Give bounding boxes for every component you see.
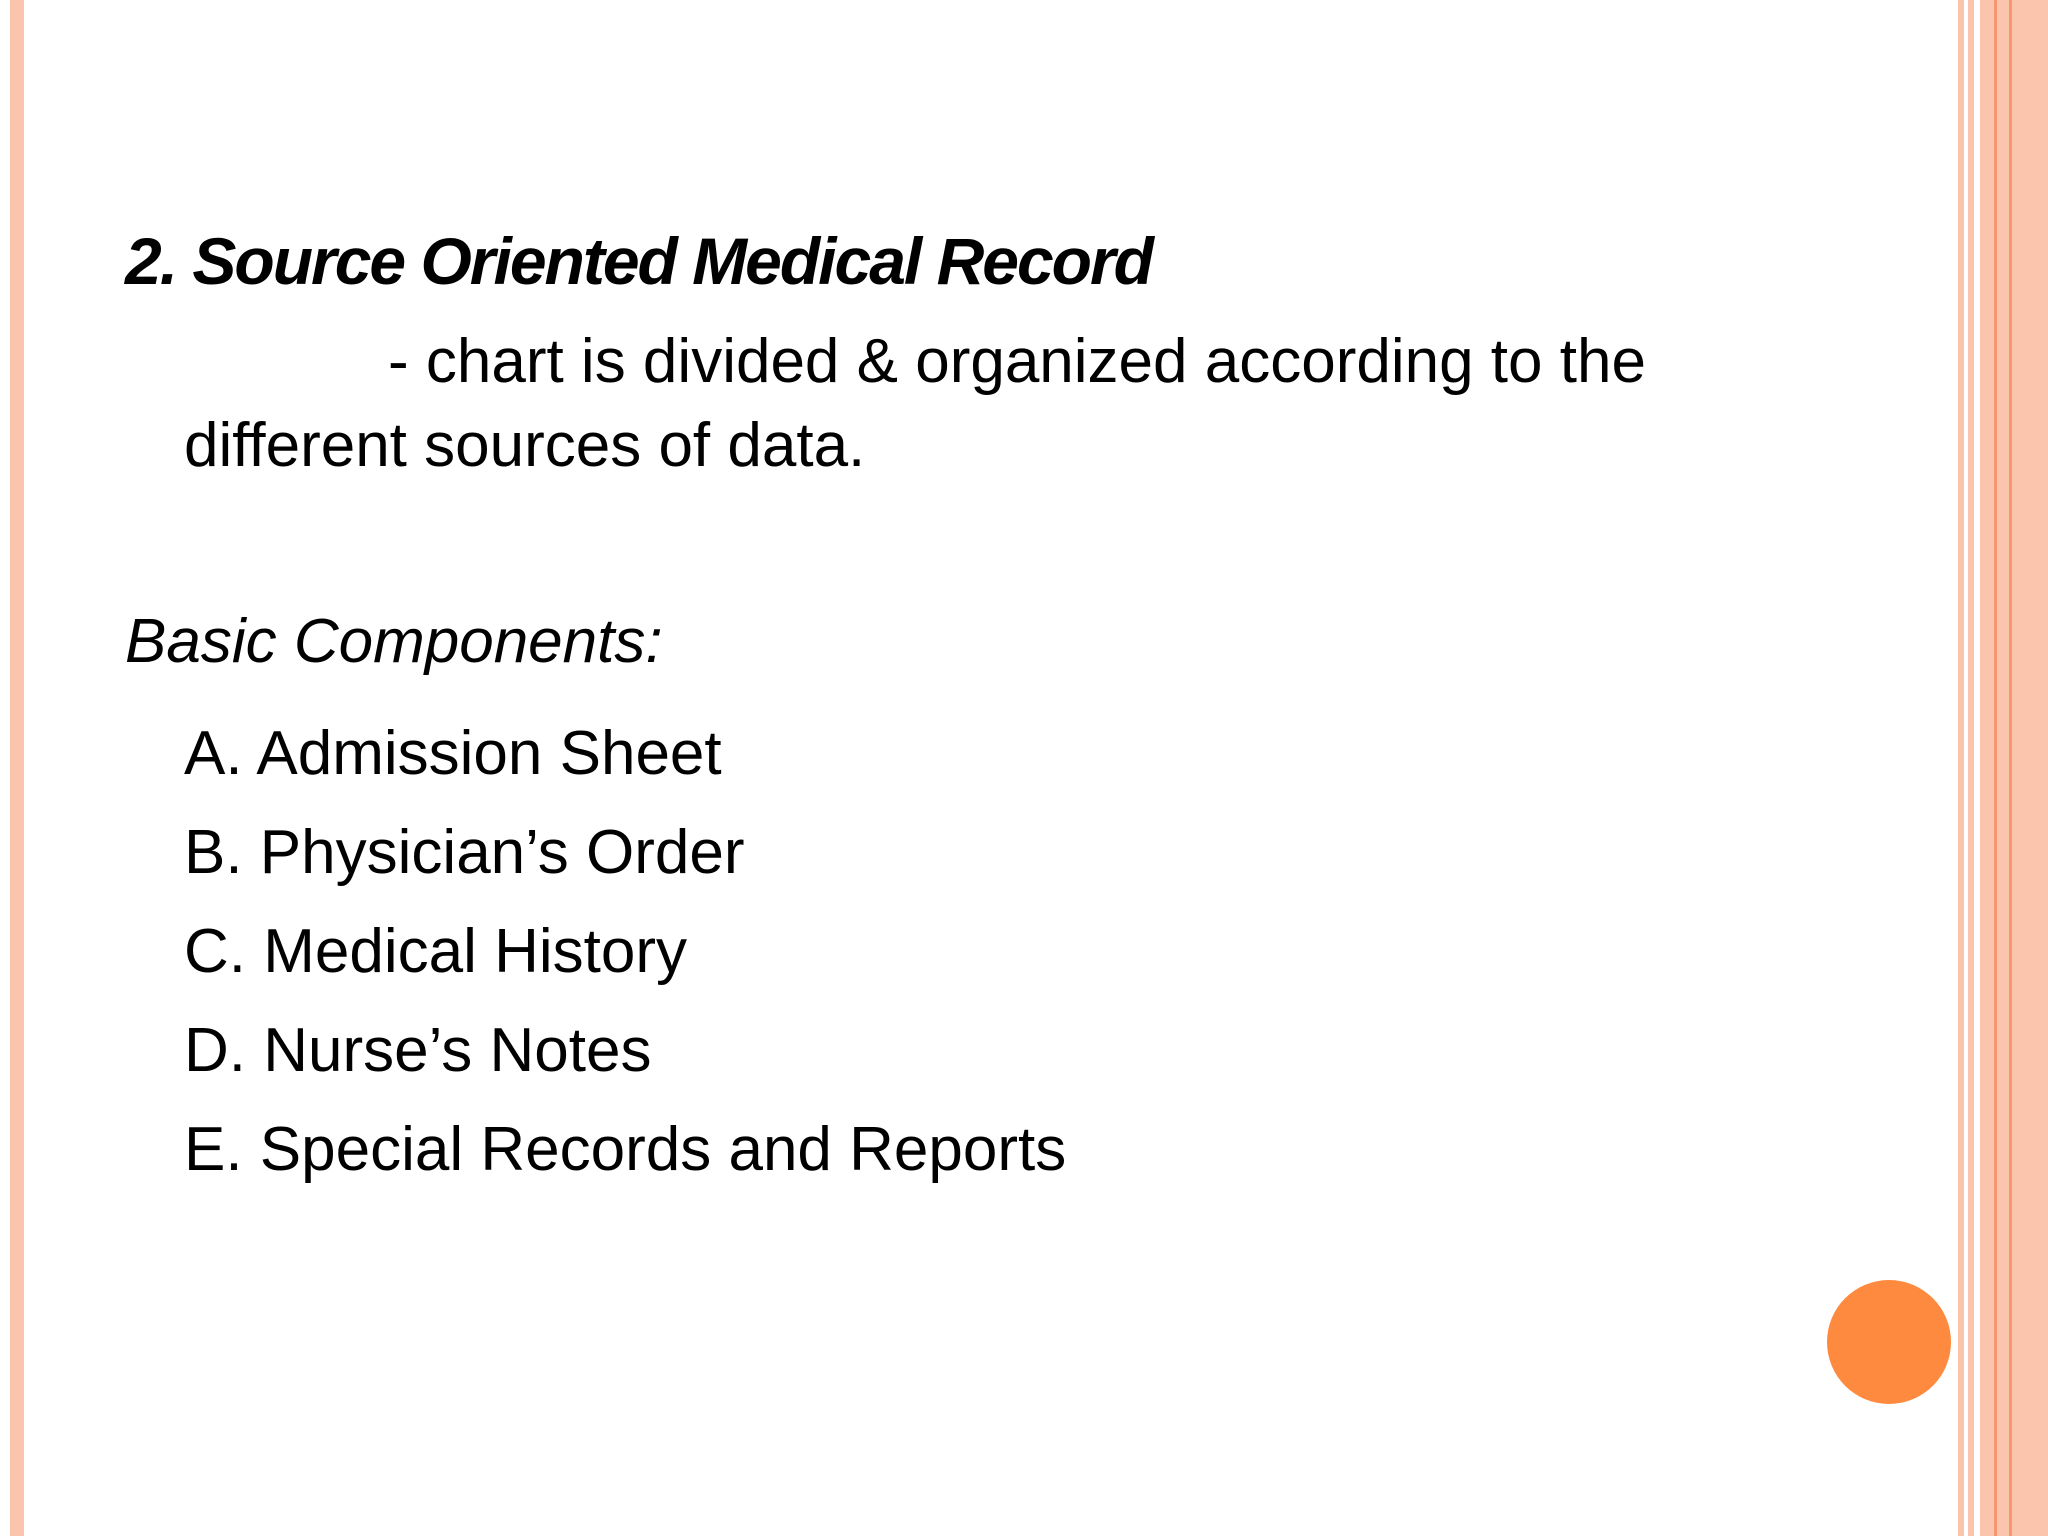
right-border-stripe [1997,0,2009,1536]
description-line-2: different sources of data. [184,411,866,480]
list-item: E. Special Records and Reports [184,1115,1067,1184]
components-list [184,704,1066,1199]
list-item: C. Medical History [184,917,687,986]
orange-circle-decoration [1827,1280,1951,1404]
description-line-1: - chart is divided & organized according to the [388,327,1646,396]
left-border-bar [10,0,24,1536]
right-border-stripe [1958,0,1964,1536]
right-border-stripe [1968,0,1974,1536]
list-item: A. Admission Sheet [184,719,722,788]
right-border-stripe [1980,0,1994,1536]
components-subheading: Basic Components: [125,607,663,676]
list-item: D. Nurse’s Notes [184,1016,652,1085]
slide-heading: 2. Source Oriented Medical Record [125,224,1152,298]
list-item: B. Physician’s Order [184,818,745,887]
right-border-stripe [2012,0,2048,1536]
